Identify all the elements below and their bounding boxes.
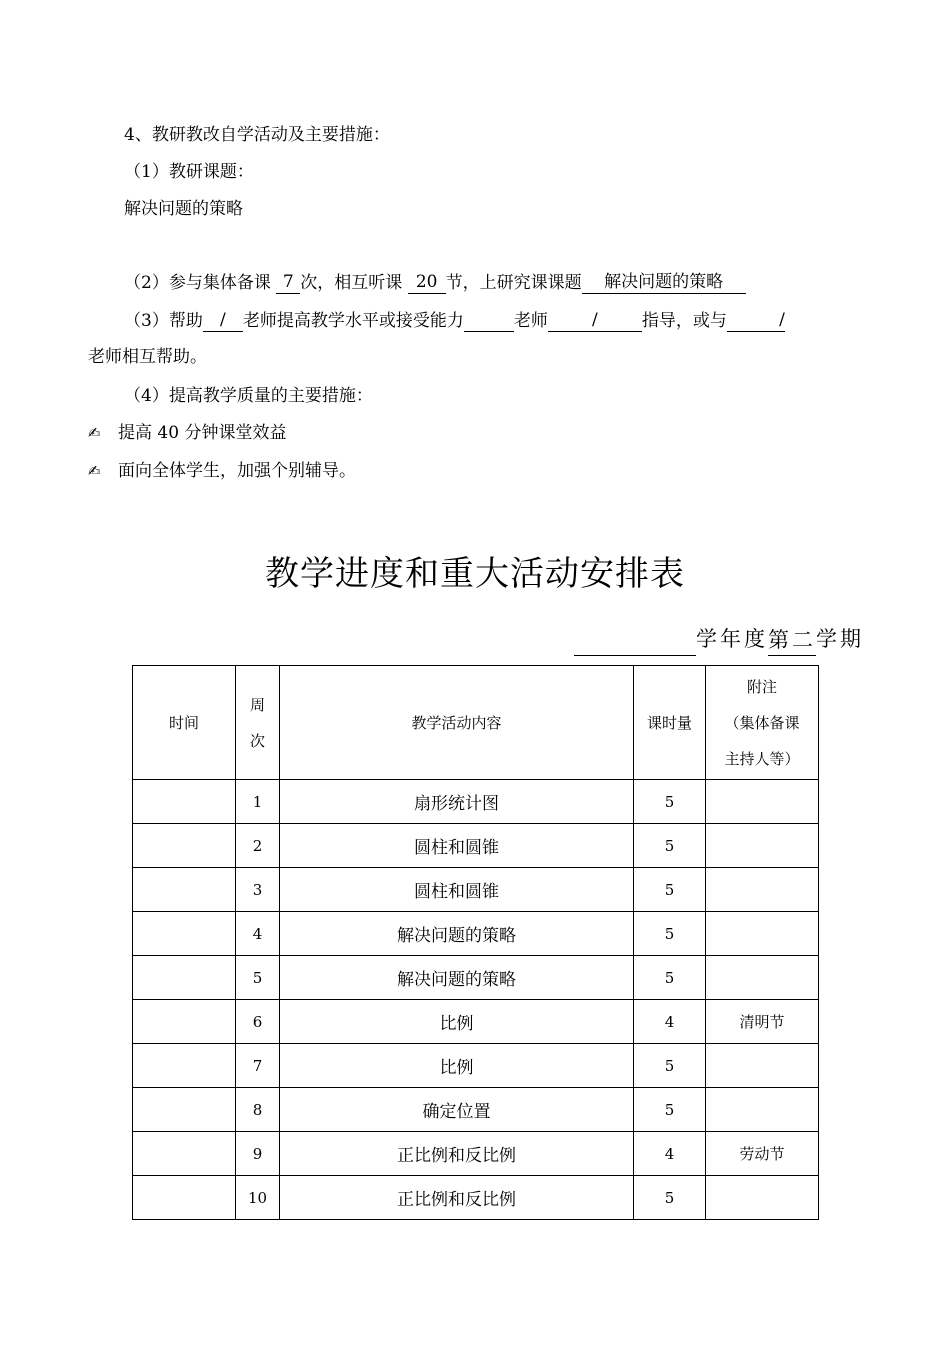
cell-hours: 5 — [634, 912, 706, 956]
table-row — [133, 780, 819, 824]
cell-hours: 5 — [634, 824, 706, 868]
help-blank-3: / — [548, 310, 642, 332]
measure-item — [88, 422, 286, 444]
observe-count: 20 — [408, 272, 446, 294]
semester-value: 第二 — [768, 623, 816, 656]
cell-week: 5 — [236, 956, 280, 1000]
header-content: 教学活动内容 — [280, 666, 634, 780]
year-label: 学年度 — [696, 627, 768, 651]
cell-note — [706, 956, 819, 1000]
cell-content: 圆柱和圆锥 — [280, 868, 634, 912]
cell-content: 比例 — [280, 1000, 634, 1044]
table-header-row — [133, 666, 819, 780]
cell-time — [133, 912, 236, 956]
collab-line — [124, 272, 746, 294]
help-line — [124, 310, 785, 332]
help-prefix: （3）帮助 — [124, 311, 203, 331]
term-line — [574, 622, 864, 658]
cell-time — [133, 1044, 236, 1088]
cell-time — [133, 868, 236, 912]
cell-note: 清明节 — [706, 1000, 819, 1044]
cell-note — [706, 1044, 819, 1088]
cell-week: 8 — [236, 1088, 280, 1132]
schedule-title: 教学进度和重大活动安排表 — [265, 554, 685, 594]
schedule-table — [132, 665, 819, 1220]
cell-time — [133, 1088, 236, 1132]
header-hours: 课时量 — [634, 666, 706, 780]
cell-content: 扇形统计图 — [280, 780, 634, 824]
cell-hours: 5 — [634, 868, 706, 912]
measures-label: （4）提高教学质量的主要措施： — [124, 386, 373, 406]
collab-mid1: 次，相互听课 — [300, 273, 403, 293]
cell-week: 1 — [236, 780, 280, 824]
year-blank — [574, 623, 696, 656]
cell-hours: 5 — [634, 1044, 706, 1088]
cell-week: 4 — [236, 912, 280, 956]
research-topic-value: 解决问题的策略 — [124, 199, 243, 219]
help-blank-2 — [464, 310, 514, 332]
lesson-prep-count: 7 — [276, 272, 300, 294]
cell-time — [133, 780, 236, 824]
cell-hours: 4 — [634, 1132, 706, 1176]
table-row — [133, 1044, 819, 1088]
research-lesson-topic: 解决问题的策略 — [582, 272, 746, 294]
cell-content: 正比例和反比例 — [280, 1176, 634, 1220]
cell-hours: 5 — [634, 956, 706, 1000]
cell-content: 解决问题的策略 — [280, 956, 634, 1000]
table-row — [133, 868, 819, 912]
cell-content: 解决问题的策略 — [280, 912, 634, 956]
cell-content: 比例 — [280, 1044, 634, 1088]
semester-label: 学期 — [816, 627, 864, 651]
cell-time — [133, 1132, 236, 1176]
header-note: 附注 （集体备课 主持人等） — [706, 666, 819, 780]
header-time: 时间 — [133, 666, 236, 780]
measure-text: 面向全体学生，加强个别辅导。 — [118, 461, 356, 481]
cell-time — [133, 956, 236, 1000]
table-row — [133, 824, 819, 868]
help-mid1: 老师提高教学水平或接受能力 — [242, 311, 464, 331]
section-heading: 4、教研教改自学活动及主要措施： — [124, 125, 390, 145]
cell-week: 9 — [236, 1132, 280, 1176]
collab-prefix: （2）参与集体备课 — [124, 273, 271, 293]
table-row — [133, 1132, 819, 1176]
cell-content: 确定位置 — [280, 1088, 634, 1132]
table-row — [133, 912, 819, 956]
help-continuation: 老师相互帮助。 — [88, 347, 207, 367]
cell-hours: 4 — [634, 1000, 706, 1044]
cell-time — [133, 1176, 236, 1220]
cell-hours: 5 — [634, 1088, 706, 1132]
measure-text: 提高 40 分钟课堂效益 — [118, 423, 287, 443]
cell-note — [706, 912, 819, 956]
cell-hours: 5 — [634, 1176, 706, 1220]
cell-time — [133, 1000, 236, 1044]
cell-week: 10 — [236, 1176, 280, 1220]
table-row — [133, 956, 819, 1000]
help-blank-4: / — [727, 310, 785, 332]
collab-mid2: 节，上研究课课题 — [445, 273, 582, 293]
cell-week: 2 — [236, 824, 280, 868]
table-row — [133, 1000, 819, 1044]
cell-note — [706, 780, 819, 824]
cell-note — [706, 1088, 819, 1132]
help-mid3: 指导，或与 — [641, 311, 727, 331]
help-blank-1: / — [203, 310, 243, 332]
cell-note — [706, 824, 819, 868]
table-row — [133, 1176, 819, 1220]
cell-note: 劳动节 — [706, 1132, 819, 1176]
cell-week: 6 — [236, 1000, 280, 1044]
cell-time — [133, 824, 236, 868]
cell-week: 7 — [236, 1044, 280, 1088]
cell-hours: 5 — [634, 780, 706, 824]
cell-content: 圆柱和圆锥 — [280, 824, 634, 868]
writing-hand-icon: ✍ — [88, 462, 101, 480]
research-topic-label: （1）教研课题： — [124, 162, 254, 182]
writing-hand-icon: ✍ — [88, 424, 101, 442]
cell-note — [706, 1176, 819, 1220]
help-mid2: 老师 — [513, 311, 548, 331]
table-row — [133, 1088, 819, 1132]
cell-note — [706, 868, 819, 912]
cell-week: 3 — [236, 868, 280, 912]
cell-content: 正比例和反比例 — [280, 1132, 634, 1176]
header-week: 周 次 — [236, 666, 280, 780]
measure-item — [88, 460, 356, 482]
